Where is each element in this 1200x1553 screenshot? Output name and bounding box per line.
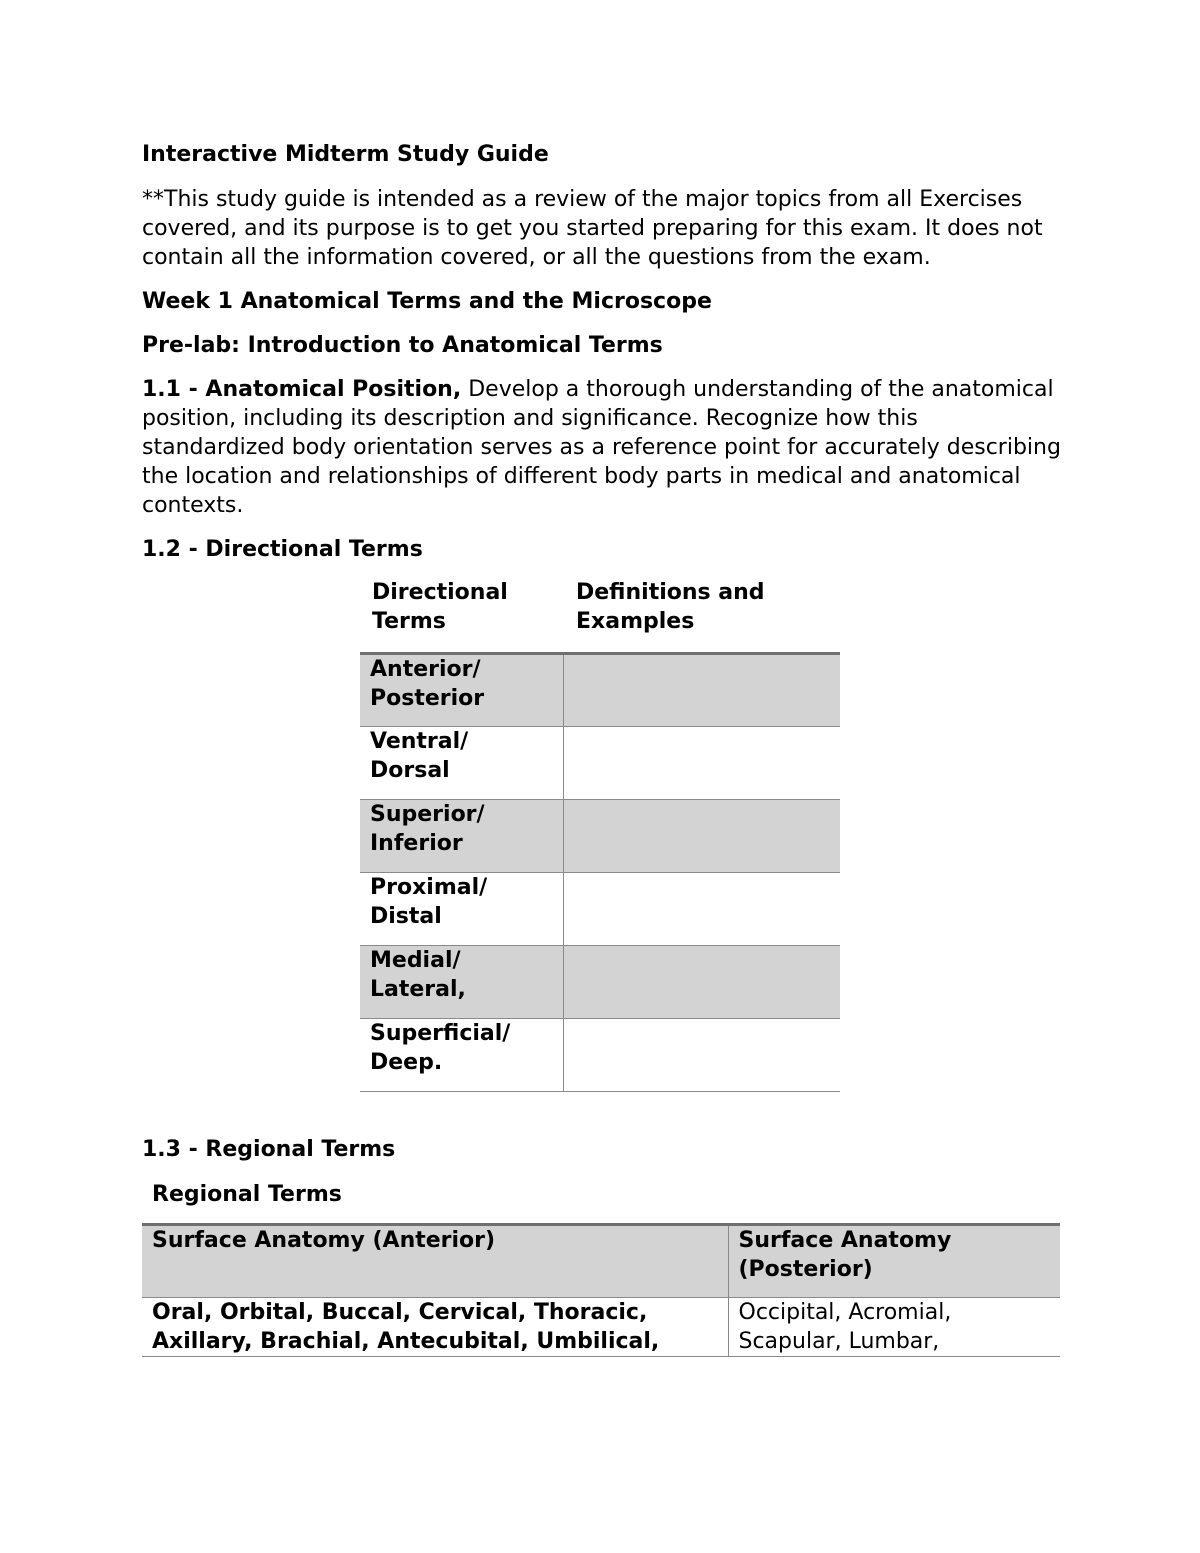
regional-table-caption: Regional Terms xyxy=(152,1182,342,1207)
regional-anterior-terms: Oral, Orbital, Buccal, Cervical, Thoracic, Axillary, Brachial, Antecubital, Umbilical, xyxy=(142,1298,728,1357)
week-heading: Week 1 Anatomical Terms and the Microscope xyxy=(142,289,712,314)
directional-definition[interactable] xyxy=(563,1019,840,1092)
directional-definition[interactable] xyxy=(563,800,840,873)
section-1-1-text: Develop a thorough understanding of the anatomical position, including its description and significance. Recognize how this standardized body orientation serves as a reference point for accurately describing the location and relationships of different body parts in medical and anatomical contexts. xyxy=(142,377,1061,518)
directional-col-terms: Directional Terms xyxy=(372,580,508,634)
directional-term: Superior/ Inferior xyxy=(360,800,563,873)
directional-term: Proximal/ Distal xyxy=(360,873,563,946)
section-1-3-heading: 1.3 - Regional Terms xyxy=(142,1137,396,1162)
table-row xyxy=(360,946,840,1019)
directional-table-body xyxy=(360,652,840,1092)
section-1-1-label: 1.1 - Anatomical Position, xyxy=(142,377,462,402)
intro-paragraph: **This study guide is intended as a review of the major topics from all Exercises covered, and its purpose is to get you started preparing for this exam. It does not contain all the information covered, or all the questions from the exam. xyxy=(142,187,1043,270)
directional-definition[interactable] xyxy=(563,727,840,800)
table-row xyxy=(142,1298,1060,1357)
regional-terms-table xyxy=(142,1223,1060,1357)
table-row xyxy=(360,800,840,873)
table-row xyxy=(142,1225,1060,1298)
prelab-heading: Pre-lab: Introduction to Anatomical Terms xyxy=(142,333,663,358)
directional-definition[interactable] xyxy=(563,654,840,727)
table-row xyxy=(360,1019,840,1092)
directional-term: Medial/ Lateral, xyxy=(360,946,563,1019)
regional-posterior-terms: Occipital, Acromial, Scapular, Lumbar, xyxy=(728,1298,1060,1357)
document-title: Interactive Midterm Study Guide xyxy=(142,142,549,167)
regional-col-anterior: Surface Anatomy (Anterior) xyxy=(142,1225,728,1298)
table-row xyxy=(360,873,840,946)
directional-term: Ventral/ Dorsal xyxy=(360,727,563,800)
table-row xyxy=(360,654,840,727)
directional-definition[interactable] xyxy=(563,946,840,1019)
section-1-2-heading: 1.2 - Directional Terms xyxy=(142,537,423,562)
section-1-1-paragraph xyxy=(142,375,1062,520)
directional-table-header xyxy=(360,570,840,652)
directional-col-definitions: Definitions and Examples xyxy=(576,580,765,634)
directional-terms-table xyxy=(360,570,840,1092)
regional-col-posterior: Surface Anatomy (Posterior) xyxy=(728,1225,1060,1298)
table-row xyxy=(360,727,840,800)
directional-definition[interactable] xyxy=(563,873,840,946)
directional-term: Anterior/ Posterior xyxy=(360,654,563,727)
directional-term: Superficial/ Deep. xyxy=(360,1019,563,1092)
document-page xyxy=(142,140,1062,1357)
